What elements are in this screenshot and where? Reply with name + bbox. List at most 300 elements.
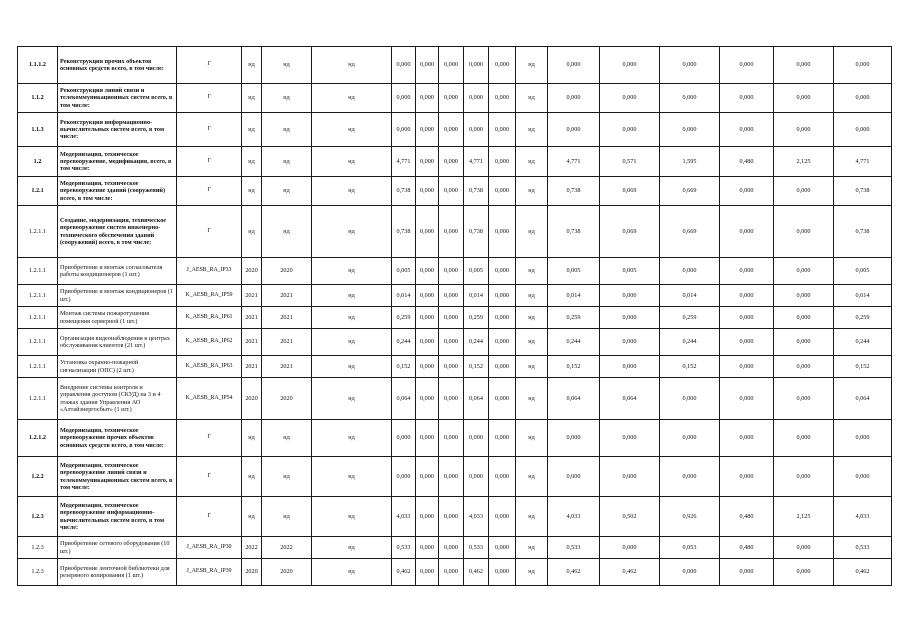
row-number-cell: 1.2.3	[18, 537, 58, 559]
value-total-cell: 0,244	[392, 329, 416, 356]
value-cell: 0,244	[464, 329, 489, 356]
start-year-cell: 2020	[242, 378, 262, 420]
value-cell: 0,259	[464, 307, 489, 329]
table-row	[18, 559, 892, 586]
value-cell: 4,771	[548, 147, 600, 177]
value-cell: 0,069	[600, 177, 660, 206]
value-cell: 0,462	[600, 559, 660, 586]
value-cell: 0,462	[548, 559, 600, 586]
value-cell: 0,005	[548, 258, 600, 285]
value-cell: 0,000	[660, 559, 720, 586]
row-number-cell: 1.1.3	[18, 113, 58, 147]
value-cell: 0,000	[600, 285, 660, 307]
value-cell: 0,000	[489, 307, 516, 329]
status-cell: нд	[516, 258, 548, 285]
table-body	[18, 47, 892, 586]
value-cell: 0,000	[600, 356, 660, 378]
value-cell: 0,000	[489, 258, 516, 285]
value-cell: 0,000	[600, 84, 660, 113]
value-total-cell: 0,738	[392, 177, 416, 206]
table-row	[18, 113, 892, 147]
value-cell: 0,000	[464, 113, 489, 147]
value-cell: 0,738	[548, 177, 600, 206]
value-cell: 0,000	[416, 420, 439, 457]
status-cell: нд	[312, 177, 392, 206]
table-row	[18, 47, 892, 84]
table-row	[18, 84, 892, 113]
value-cell: 0,000	[416, 258, 439, 285]
value-cell: 0,000	[464, 47, 489, 84]
value-total-cell: 0,000	[392, 420, 416, 457]
table-row	[18, 378, 892, 420]
value-cell: 0,533	[834, 537, 892, 559]
table-row	[18, 356, 892, 378]
project-code-cell: Г	[177, 206, 242, 258]
end-year-cell: 2021	[262, 285, 312, 307]
value-cell: 0,738	[834, 177, 892, 206]
row-number-cell: 1.1.2	[18, 84, 58, 113]
value-cell: 0,480	[720, 497, 774, 537]
table-row	[18, 420, 892, 457]
row-number-cell: 1.2.1.1	[18, 378, 58, 420]
row-number-cell: 1.2.3	[18, 559, 58, 586]
end-year-cell: нд	[262, 420, 312, 457]
value-cell: 0,000	[720, 84, 774, 113]
value-cell: 0,000	[720, 420, 774, 457]
description-cell: Модернизация, техническое перевооружение, модификация, всего, в том числе:	[58, 147, 177, 177]
value-cell: 0,000	[600, 537, 660, 559]
value-cell: 0,000	[439, 84, 464, 113]
start-year-cell: нд	[242, 113, 262, 147]
table-row	[18, 537, 892, 559]
value-cell: 0,000	[660, 258, 720, 285]
status-cell: нд	[312, 356, 392, 378]
end-year-cell: 2020	[262, 258, 312, 285]
value-cell: 0,000	[720, 47, 774, 84]
value-cell: 0,000	[774, 457, 834, 497]
status-cell: нд	[516, 47, 548, 84]
value-cell: 0,000	[834, 457, 892, 497]
value-cell: 0,014	[464, 285, 489, 307]
value-cell: 0,000	[416, 457, 439, 497]
value-cell: 0,000	[489, 329, 516, 356]
description-cell: Создание, модернизация, техническое перевооружение систем инженерно-технического обеспечения зданий (сооружений) всего, в том числе:	[58, 206, 177, 258]
status-cell: нд	[312, 537, 392, 559]
value-cell: 0,000	[489, 537, 516, 559]
value-cell: 0,152	[464, 356, 489, 378]
value-cell: 1,595	[660, 147, 720, 177]
value-cell: 0,000	[720, 258, 774, 285]
status-cell: нд	[516, 378, 548, 420]
value-cell: 0,000	[416, 329, 439, 356]
start-year-cell: 2020	[242, 258, 262, 285]
value-cell: 0,000	[774, 177, 834, 206]
description-cell: Монтаж системы пожаротушения помещения серверной (1 шт.)	[58, 307, 177, 329]
status-cell: нд	[516, 497, 548, 537]
start-year-cell: нд	[242, 457, 262, 497]
status-cell: нд	[516, 537, 548, 559]
description-cell: Модернизация, техническое перевооружение линий связи и телекоммуникационных систем всего, в том числе:	[58, 457, 177, 497]
value-cell: 4,033	[548, 497, 600, 537]
value-cell: 0,571	[600, 147, 660, 177]
end-year-cell: 2021	[262, 307, 312, 329]
value-cell: 0,005	[464, 258, 489, 285]
value-cell: 0,000	[720, 356, 774, 378]
value-cell: 0,000	[489, 285, 516, 307]
end-year-cell: нд	[262, 177, 312, 206]
value-total-cell: 0,000	[392, 113, 416, 147]
value-total-cell: 0,064	[392, 378, 416, 420]
value-cell: 0,000	[489, 378, 516, 420]
status-cell: нд	[516, 285, 548, 307]
value-cell: 0,152	[834, 356, 892, 378]
value-cell: 0,000	[416, 113, 439, 147]
value-cell: 0,000	[439, 47, 464, 84]
value-cell: 0,000	[720, 329, 774, 356]
status-cell: нд	[516, 147, 548, 177]
description-cell: Модернизация, техническое перевооружение зданий (сооружений) всего, в том числе:	[58, 177, 177, 206]
description-cell: Приобретение ленточной библиотеки для резервного копирования (1 шт.)	[58, 559, 177, 586]
value-cell: 0,000	[834, 47, 892, 84]
value-total-cell: 0,738	[392, 206, 416, 258]
table-row	[18, 258, 892, 285]
value-cell: 0,000	[660, 420, 720, 457]
value-cell: 4,771	[834, 147, 892, 177]
end-year-cell: нд	[262, 84, 312, 113]
value-cell: 0,000	[416, 537, 439, 559]
value-cell: 0,000	[774, 356, 834, 378]
value-cell: 0,738	[464, 206, 489, 258]
value-cell: 0,000	[489, 47, 516, 84]
value-total-cell: 0,000	[392, 457, 416, 497]
description-cell: Установка охранно-пожарной сигнализации (ОПС) (2 шт.)	[58, 356, 177, 378]
end-year-cell: нд	[262, 113, 312, 147]
value-cell: 0,000	[834, 420, 892, 457]
value-cell: 0,000	[720, 559, 774, 586]
start-year-cell: нд	[242, 206, 262, 258]
investment-program-table	[17, 46, 892, 586]
description-cell: Внедрение системы контроля и управления доступом (СКУД) на 3 и 4 этажах здания Управления АО «Алтайэнергосбыт» (1 шт.)	[58, 378, 177, 420]
description-cell: Модернизация, техническое перевооружение прочих объектов основных средств всего, в том числе:	[58, 420, 177, 457]
value-cell: 0,000	[720, 206, 774, 258]
value-cell: 0,000	[416, 84, 439, 113]
value-cell: 0,000	[464, 420, 489, 457]
value-cell: 0,000	[416, 147, 439, 177]
end-year-cell: нд	[262, 206, 312, 258]
row-number-cell: 1.2.1.2	[18, 420, 58, 457]
value-cell: 0,000	[834, 113, 892, 147]
end-year-cell: нд	[262, 497, 312, 537]
value-cell: 0,259	[834, 307, 892, 329]
start-year-cell: 2022	[242, 537, 262, 559]
status-cell: нд	[312, 497, 392, 537]
value-cell: 0,000	[489, 147, 516, 177]
value-cell: 0,000	[439, 177, 464, 206]
value-cell: 0,000	[439, 559, 464, 586]
value-cell: 0,000	[439, 113, 464, 147]
end-year-cell: 2021	[262, 329, 312, 356]
value-cell: 0,000	[439, 147, 464, 177]
value-cell: 0,462	[464, 559, 489, 586]
value-total-cell: 4,033	[392, 497, 416, 537]
value-total-cell: 0,259	[392, 307, 416, 329]
value-cell: 0,053	[660, 537, 720, 559]
value-cell: 0,152	[660, 356, 720, 378]
value-cell: 4,771	[464, 147, 489, 177]
value-cell: 0,000	[464, 457, 489, 497]
row-number-cell: 1.2	[18, 147, 58, 177]
value-cell: 4,033	[834, 497, 892, 537]
project-code-cell: Г	[177, 497, 242, 537]
value-cell: 0,000	[489, 84, 516, 113]
project-code-cell: Г	[177, 420, 242, 457]
description-cell: Приобретение и монтаж согласователя работы кондиционеров (1 шт.)	[58, 258, 177, 285]
project-code-cell: K_AESB_RA_IP54	[177, 378, 242, 420]
description-cell: Реконструкция линий связи и телекоммуникационных систем всего, в том числе:	[58, 84, 177, 113]
value-cell: 0,000	[774, 47, 834, 84]
value-cell: 0,244	[548, 329, 600, 356]
status-cell: нд	[312, 258, 392, 285]
status-cell: нд	[516, 84, 548, 113]
value-cell: 0,000	[439, 206, 464, 258]
status-cell: нд	[312, 206, 392, 258]
value-cell: 0,014	[660, 285, 720, 307]
value-cell: 0,000	[774, 285, 834, 307]
value-cell: 0,064	[464, 378, 489, 420]
project-code-cell: Г	[177, 147, 242, 177]
end-year-cell: 2020	[262, 378, 312, 420]
status-cell: нд	[312, 329, 392, 356]
project-code-cell: J_AESB_RA_IP33	[177, 258, 242, 285]
table-row	[18, 147, 892, 177]
value-cell: 0,738	[548, 206, 600, 258]
row-number-cell: 1.1.1.2	[18, 47, 58, 84]
start-year-cell: нд	[242, 47, 262, 84]
value-cell: 0,669	[660, 177, 720, 206]
value-cell: 0,000	[774, 206, 834, 258]
value-cell: 0,000	[774, 420, 834, 457]
value-cell: 0,000	[439, 356, 464, 378]
description-cell: Приобретение сетевого оборудования (10 шт.)	[58, 537, 177, 559]
start-year-cell: 2021	[242, 329, 262, 356]
status-cell: нд	[312, 285, 392, 307]
table-row	[18, 177, 892, 206]
description-cell: Модернизация, техническое перевооружение информационно-вычислительных систем всего, в том числе:	[58, 497, 177, 537]
value-cell: 0,000	[439, 258, 464, 285]
end-year-cell: 2022	[262, 537, 312, 559]
status-cell: нд	[312, 457, 392, 497]
value-cell: 0,000	[720, 113, 774, 147]
value-cell: 0,480	[720, 537, 774, 559]
status-cell: нд	[516, 113, 548, 147]
status-cell: нд	[312, 47, 392, 84]
value-cell: 0,000	[489, 559, 516, 586]
value-cell: 0,000	[416, 356, 439, 378]
value-cell: 0,259	[548, 307, 600, 329]
row-number-cell: 1.2.2	[18, 457, 58, 497]
table-row	[18, 497, 892, 537]
status-cell: нд	[312, 420, 392, 457]
value-cell: 0,000	[439, 329, 464, 356]
value-total-cell: 0,000	[392, 84, 416, 113]
project-code-cell: Г	[177, 113, 242, 147]
status-cell: нд	[516, 559, 548, 586]
value-cell: 0,533	[464, 537, 489, 559]
value-cell: 0,669	[660, 206, 720, 258]
value-cell: 0,069	[600, 206, 660, 258]
value-cell: 0,000	[416, 177, 439, 206]
project-code-cell: Г	[177, 177, 242, 206]
status-cell: нд	[516, 177, 548, 206]
end-year-cell: нд	[262, 47, 312, 84]
start-year-cell: нд	[242, 497, 262, 537]
value-total-cell: 0,533	[392, 537, 416, 559]
value-cell: 0,000	[600, 457, 660, 497]
value-cell: 0,000	[660, 113, 720, 147]
value-cell: 0,000	[548, 420, 600, 457]
value-cell: 0,000	[600, 329, 660, 356]
status-cell: нд	[516, 457, 548, 497]
value-cell: 0,000	[600, 47, 660, 84]
value-cell: 0,000	[720, 285, 774, 307]
project-code-cell: K_AESB_RA_IP62	[177, 329, 242, 356]
value-cell: 0,000	[548, 113, 600, 147]
value-cell: 0,000	[489, 206, 516, 258]
value-cell: 0,000	[439, 378, 464, 420]
start-year-cell: нд	[242, 84, 262, 113]
status-cell: нд	[312, 84, 392, 113]
value-cell: 0,000	[416, 47, 439, 84]
start-year-cell: нд	[242, 147, 262, 177]
value-cell: 0,000	[774, 378, 834, 420]
end-year-cell: 2020	[262, 559, 312, 586]
value-cell: 0,000	[600, 113, 660, 147]
value-cell: 0,014	[834, 285, 892, 307]
row-number-cell: 1.2.1.1	[18, 206, 58, 258]
value-cell: 0,000	[660, 378, 720, 420]
status-cell: нд	[312, 378, 392, 420]
value-cell: 0,152	[548, 356, 600, 378]
value-cell: 0,244	[660, 329, 720, 356]
status-cell: нд	[516, 356, 548, 378]
value-cell: 0,000	[439, 457, 464, 497]
description-cell: Реконструкция прочих объектов основных средств всего, в том числе:	[58, 47, 177, 84]
value-cell: 0,000	[660, 47, 720, 84]
value-cell: 0,000	[416, 559, 439, 586]
start-year-cell: 2021	[242, 285, 262, 307]
value-cell: 0,000	[416, 307, 439, 329]
value-cell: 2,125	[774, 497, 834, 537]
status-cell: нд	[312, 147, 392, 177]
value-cell: 0,000	[774, 329, 834, 356]
row-number-cell: 1.2.1.1	[18, 285, 58, 307]
project-code-cell: Г	[177, 47, 242, 84]
start-year-cell: 2021	[242, 356, 262, 378]
row-number-cell: 1.2.1.1	[18, 356, 58, 378]
status-cell: нд	[516, 206, 548, 258]
value-cell: 0,000	[660, 84, 720, 113]
value-cell: 0,005	[834, 258, 892, 285]
value-cell: 0,000	[489, 113, 516, 147]
row-number-cell: 1.2.1.1	[18, 307, 58, 329]
table-row	[18, 329, 892, 356]
description-cell: Реконструкция информационно-вычислительных систем всего, в том числе:	[58, 113, 177, 147]
value-cell: 0,000	[464, 84, 489, 113]
project-code-cell: K_AESB_RA_IP59	[177, 285, 242, 307]
value-cell: 0,244	[834, 329, 892, 356]
start-year-cell: 2021	[242, 307, 262, 329]
value-cell: 0,000	[720, 378, 774, 420]
table-row	[18, 285, 892, 307]
value-cell: 0,000	[489, 420, 516, 457]
value-total-cell: 0,000	[392, 47, 416, 84]
row-number-cell: 1.2.1	[18, 177, 58, 206]
value-cell: 0,738	[834, 206, 892, 258]
value-cell: 0,000	[774, 537, 834, 559]
value-cell: 0,064	[834, 378, 892, 420]
row-number-cell: 1.2.1.1	[18, 329, 58, 356]
value-cell: 0,000	[489, 497, 516, 537]
status-cell: нд	[312, 113, 392, 147]
value-cell: 0,000	[548, 47, 600, 84]
status-cell: нд	[312, 307, 392, 329]
status-cell: нд	[516, 307, 548, 329]
value-cell: 0,000	[720, 307, 774, 329]
value-cell: 0,000	[439, 307, 464, 329]
value-cell: 0,000	[416, 206, 439, 258]
value-cell: 0,738	[464, 177, 489, 206]
status-cell: нд	[312, 559, 392, 586]
value-cell: 0,005	[600, 258, 660, 285]
project-code-cell: K_AESB_RA_IP61	[177, 307, 242, 329]
value-cell: 0,000	[600, 420, 660, 457]
status-cell: нд	[516, 329, 548, 356]
value-cell: 0,014	[548, 285, 600, 307]
value-cell: 0,000	[600, 307, 660, 329]
value-cell: 0,000	[660, 457, 720, 497]
table-row	[18, 307, 892, 329]
project-code-cell: Г	[177, 84, 242, 113]
value-cell: 0,000	[489, 177, 516, 206]
value-cell: 4,033	[464, 497, 489, 537]
project-code-cell: J_AESB_RA_IP30	[177, 537, 242, 559]
project-code-cell: Г	[177, 457, 242, 497]
value-cell: 0,000	[548, 84, 600, 113]
value-total-cell: 0,462	[392, 559, 416, 586]
value-total-cell: 4,771	[392, 147, 416, 177]
value-cell: 0,533	[548, 537, 600, 559]
value-cell: 2,125	[774, 147, 834, 177]
value-cell: 0,926	[660, 497, 720, 537]
start-year-cell: нд	[242, 420, 262, 457]
value-cell: 0,000	[774, 307, 834, 329]
end-year-cell: нд	[262, 147, 312, 177]
value-cell: 0,000	[489, 457, 516, 497]
table-row	[18, 206, 892, 258]
project-code-cell: K_AESB_RA_IP63	[177, 356, 242, 378]
row-number-cell: 1.2.3	[18, 497, 58, 537]
value-cell: 0,000	[548, 457, 600, 497]
value-cell: 0,000	[439, 420, 464, 457]
value-cell: 0,000	[439, 497, 464, 537]
table-row	[18, 457, 892, 497]
start-year-cell: 2020	[242, 559, 262, 586]
value-cell: 0,000	[774, 84, 834, 113]
value-cell: 0,462	[834, 559, 892, 586]
value-cell: 0,259	[660, 307, 720, 329]
start-year-cell: нд	[242, 177, 262, 206]
description-cell: Приобретение и монтаж кондиционеров (1 шт.)	[58, 285, 177, 307]
